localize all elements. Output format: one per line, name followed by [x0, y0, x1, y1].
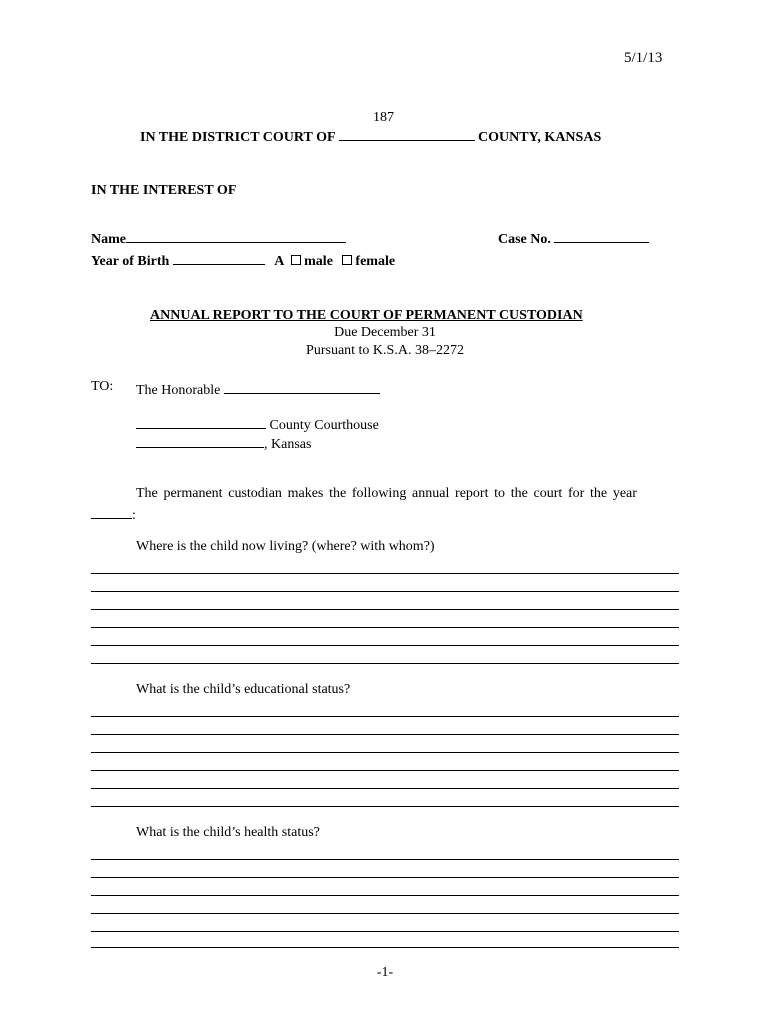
answer-line[interactable] — [91, 752, 679, 753]
female-label: female — [355, 254, 396, 269]
answer-line[interactable] — [91, 859, 679, 860]
report-year-field[interactable] — [91, 504, 132, 519]
courthouse-county-field[interactable] — [136, 414, 266, 429]
page-number: -1- — [376, 965, 394, 980]
to-label: TO: — [91, 379, 114, 394]
honorable-row — [136, 379, 380, 399]
intro-text: The permanent custodian makes the following annual report to the court for the year — [136, 486, 637, 501]
answer-line[interactable] — [91, 591, 679, 592]
form-number: 187 — [373, 110, 394, 125]
answer-line[interactable] — [91, 895, 679, 896]
answer-line[interactable] — [91, 734, 679, 735]
male-label: male — [304, 254, 333, 269]
answer-line[interactable] — [91, 806, 679, 807]
county-field[interactable] — [339, 126, 475, 141]
interest-label: IN THE INTEREST OF — [91, 183, 237, 198]
answer-line[interactable] — [91, 609, 679, 610]
due-date: Due December 31 — [334, 325, 436, 340]
yob-row — [91, 250, 395, 270]
answer-line[interactable] — [91, 770, 679, 771]
sex-prefix: A — [274, 254, 284, 269]
courthouse-row — [136, 414, 379, 434]
question-health: What is the child’s health status? — [136, 825, 320, 840]
answer-line[interactable] — [91, 645, 679, 646]
judge-name-field[interactable] — [224, 379, 380, 394]
court-heading-suffix: COUNTY, KANSAS — [478, 130, 602, 145]
answer-line[interactable] — [91, 627, 679, 628]
case-number-field[interactable] — [554, 228, 649, 243]
name-field[interactable] — [126, 228, 346, 243]
answer-line[interactable] — [91, 663, 679, 664]
answer-line[interactable] — [91, 913, 679, 914]
yob-label: Year of Birth — [91, 254, 170, 269]
question-education: What is the child’s educational status? — [136, 682, 351, 697]
name-label: Name — [91, 232, 126, 247]
statute-reference: Pursuant to K.S.A. 38–2272 — [306, 343, 464, 358]
form-date: 5/1/13 — [624, 50, 663, 66]
answer-line[interactable] — [91, 716, 679, 717]
answer-line[interactable] — [91, 931, 679, 932]
question-living: Where is the child now living? (where? with whom?) — [136, 539, 435, 554]
intro-end: : — [132, 508, 136, 523]
court-heading-prefix: IN THE DISTRICT COURT OF — [140, 130, 336, 145]
state-label: , Kansas — [264, 437, 312, 452]
yob-field[interactable] — [173, 250, 265, 265]
report-title: ANNUAL REPORT TO THE COURT OF PERMANENT CUSTODIAN — [150, 308, 583, 323]
courthouse-label: County Courthouse — [269, 418, 379, 433]
answer-line[interactable] — [91, 573, 679, 574]
answer-line[interactable] — [91, 877, 679, 878]
name-row — [91, 228, 346, 248]
city-row — [136, 433, 311, 453]
answer-line[interactable] — [91, 947, 679, 948]
case-label: Case No. — [498, 232, 551, 247]
year-row — [91, 504, 136, 524]
case-row — [498, 228, 649, 248]
female-checkbox[interactable] — [342, 255, 352, 265]
answer-line[interactable] — [91, 788, 679, 789]
court-heading — [140, 126, 601, 146]
city-field[interactable] — [136, 433, 264, 448]
male-checkbox[interactable] — [291, 255, 301, 265]
honorable-label: The Honorable — [136, 383, 221, 398]
